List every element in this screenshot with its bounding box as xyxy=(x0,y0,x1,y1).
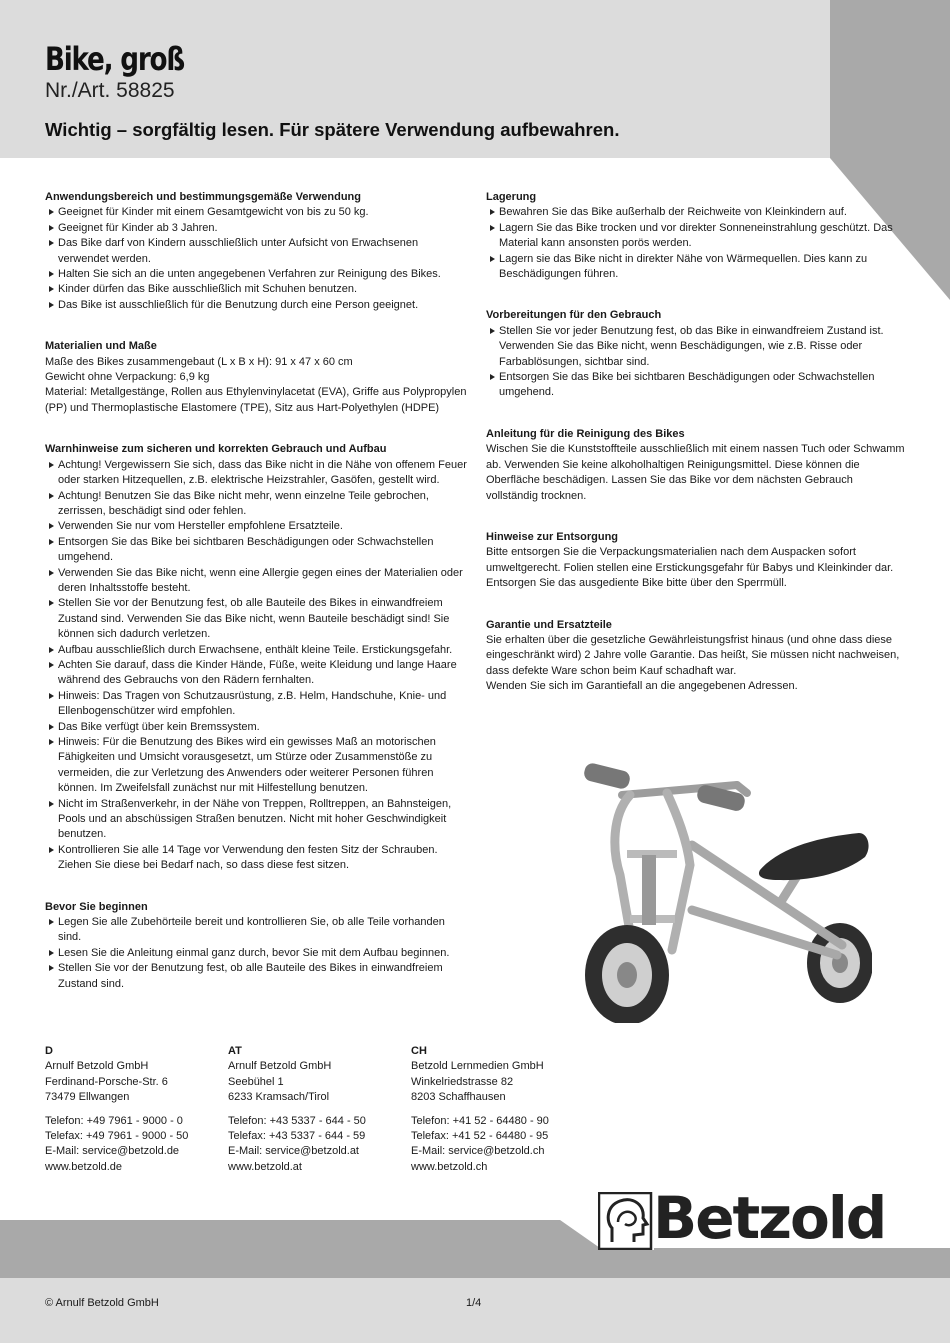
list-item: Hinweis: Für die Benutzung des Bikes wird ein gewisses Maß an motorischen Fähigkeiten und Umsicht vorausgesetzt, um Stürze oder Zusammenstöße zu vermeiden, die zur Verletzung des Anwenders oder weiterer Personen führen können. Im Zweifelsfall zunächst nur mit Hilfestellung benutzen. xyxy=(45,735,470,797)
warnings-section xyxy=(45,442,470,873)
street: Seebühel 1 xyxy=(228,1075,284,1088)
text-line: Gewicht ohne Verpackung: 6,9 kg xyxy=(45,371,210,384)
bullet-list xyxy=(486,205,906,282)
before-section xyxy=(45,900,470,992)
bullet-list xyxy=(45,458,470,874)
usage-section xyxy=(45,190,470,313)
cleaning-section xyxy=(486,427,906,504)
phone: Telefon: +43 5337 - 644 - 50 xyxy=(228,1114,366,1127)
company-name: Arnulf Betzold GmbH xyxy=(45,1060,149,1073)
copyright: © Arnulf Betzold GmbH xyxy=(45,1297,159,1309)
bullet-list xyxy=(486,324,906,401)
section-heading: Hinweise zur Entsorgung xyxy=(486,530,619,543)
fax: Telefax: +41 52 - 64480 - 95 xyxy=(411,1130,549,1143)
bike-image xyxy=(572,755,872,1023)
email: E-Mail: service@betzold.de xyxy=(45,1145,180,1158)
section-heading: Vorbereitungen für den Gebrauch xyxy=(486,309,662,322)
right-column xyxy=(486,190,906,721)
list-item: Das Bike verfügt über kein Bremssystem. xyxy=(45,720,470,735)
seat xyxy=(759,833,869,880)
front-wheel xyxy=(585,925,669,1023)
list-item: Kinder dürfen das Bike ausschließlich mit Schuhen benutzen. xyxy=(45,282,470,297)
left-column xyxy=(45,190,470,1018)
list-item: Verwenden Sie nur vom Hersteller empfohlene Ersatzteile. xyxy=(45,519,470,534)
list-item: Stellen Sie vor der Benutzung fest, ob alle Bauteile des Bikes in einwandfreiem Zustand sind. xyxy=(45,961,470,992)
section-heading: Lagerung xyxy=(486,191,537,203)
street: Ferdinand-Porsche-Str. 6 xyxy=(45,1075,168,1088)
warranty-section xyxy=(486,618,906,695)
phone: Telefon: +49 7961 - 9000 - 0 xyxy=(45,1114,183,1127)
country-code: D xyxy=(45,1045,53,1057)
preparation-section xyxy=(486,308,906,400)
list-item: Kontrollieren Sie alle 14 Tage vor Verwendung den festen Sitz der Schrauben. Ziehen Sie diese bei Bedarf nach, so dass diese fest sitzen. xyxy=(45,843,470,874)
paragraph: Bitte entsorgen Sie die Verpackungsmaterialien nach dem Auspacken sofort umweltgerecht. Folien stellen eine Erstickungsgefahr für Babys und Kleinkinder dar. xyxy=(486,546,894,574)
list-item: Hinweis: Das Tragen von Schutzausrüstung, z.B. Helm, Handschuhe, Knie- und Ellenbogenschützer wird empfohlen. xyxy=(45,689,470,720)
list-item: Lesen Sie die Anleitung einmal ganz durch, bevor Sie mit dem Aufbau beginnen. xyxy=(45,946,470,961)
handlebar-bend xyxy=(737,785,747,793)
section-heading: Anleitung für die Reinigung des Bikes xyxy=(486,427,685,440)
section-heading: Materialien und Maße xyxy=(45,340,157,353)
fax: Telefax: +43 5337 - 644 - 59 xyxy=(228,1130,366,1143)
website: www.betzold.ch xyxy=(411,1160,488,1173)
email: E-Mail: service@betzold.at xyxy=(228,1145,359,1158)
address-block-ch xyxy=(411,1044,591,1175)
betzold-logo-text: Betzold xyxy=(653,1184,886,1252)
section-heading: Anwendungsbereich und bestimmungsgemäße Verwendung xyxy=(45,191,361,203)
list-item: Legen Sie alle Zubehörteile bereit und kontrollieren Sie, ob alle Teile vorhanden sind. xyxy=(45,915,470,946)
list-item: Das Bike darf von Kindern ausschließlich unter Aufsicht von Erwachsenen verwendet werden. xyxy=(45,236,470,267)
steering-tube xyxy=(642,855,656,925)
city: 6233 Kramsach/Tirol xyxy=(228,1091,330,1104)
street: Winkelriedstrasse 82 xyxy=(411,1075,514,1088)
rear-wheel xyxy=(807,923,872,1003)
list-item: Das Bike ist ausschließlich für die Benutzung durch eine Person geeignet. xyxy=(45,298,470,313)
list-item: Stellen Sie vor der Benutzung fest, ob alle Bauteile des Bikes in einwandfreiem Zustand sind. Verwenden Sie das Bike nicht, wenn Bauteile beschädigt sind! Sie können sich dadurch verletzen. xyxy=(45,596,470,642)
phone: Telefon: +41 52 - 64480 - 90 xyxy=(411,1114,549,1127)
city: 73479 Ellwangen xyxy=(45,1091,130,1104)
city: 8203 Schaffhausen xyxy=(411,1091,506,1104)
materials-section xyxy=(45,339,470,416)
list-item: Lagern Sie das Bike trocken und vor direkter Sonneneinstrahlung geschützt. Das Material kann ansonsten porös werden. xyxy=(486,221,906,252)
list-item: Entsorgen Sie das Bike bei sichtbaren Beschädigungen oder Schwachstellen umgehend. xyxy=(45,535,470,566)
list-item: Achtung! Vergewissern Sie sich, dass das Bike nicht in die Nähe von offenem Feuer oder starken Hitzequellen, z.B. elektrische Heizstrahler, Gasöfen, gestellt wird. xyxy=(45,458,470,489)
product-title: Bike, groß xyxy=(45,40,184,78)
list-item: Halten Sie sich an die unten angegebenen Verfahren zur Reinigung des Bikes. xyxy=(45,267,470,282)
section-heading: Garantie und Ersatzteile xyxy=(486,618,612,631)
website: www.betzold.at xyxy=(228,1160,302,1173)
country-code: CH xyxy=(411,1045,427,1057)
text-line: Maße des Bikes zusammengebaut (L x B x H): 91 x 47 x 60 cm xyxy=(45,355,353,368)
page-number: 1/4 xyxy=(466,1297,482,1309)
article-number: Nr./Art. 58825 xyxy=(45,79,175,102)
address-block-at xyxy=(228,1044,408,1175)
paragraph: Sie erhalten über die gesetzliche Gewährleistungsfrist hinaus (und ohne dass diese eingeschränkt wird) 2 Jahre volle Garantie. Das heißt, Sie müssen nicht nachweisen, dass defekte Ware schon beim Kauf schadhaft war. xyxy=(486,633,900,677)
country-code: AT xyxy=(228,1045,242,1057)
list-item: Lagern sie das Bike nicht in direkter Nähe von Wärmequellen. Dies kann zu Beschädigungen führen. xyxy=(486,252,906,283)
fax: Telefax: +49 7961 - 9000 - 50 xyxy=(45,1130,189,1143)
bullet-list xyxy=(45,915,470,992)
website: www.betzold.de xyxy=(45,1160,123,1173)
text-line: Material: Metallgestänge, Rollen aus Ethylenvinylacetat (EVA), Griffe aus Polypropylen (PP) und Thermoplastische Elastomere (TPE), Sitz aus Hart-Polyethylen (HDPE) xyxy=(45,386,467,414)
section-heading: Warnhinweise zum sicheren und korrekten Gebrauch und Aufbau xyxy=(45,443,387,456)
list-item: Geeignet für Kinder mit einem Gesamtgewicht von bis zu 50 kg. xyxy=(45,205,470,220)
list-item: Nicht im Straßenverkehr, in der Nähe von Treppen, Rolltreppen, an Bahnsteigen, Pools und an abschüssigen Straßen benutzen. Nicht mit hoher Geschwindigkeit benutzen. xyxy=(45,797,470,843)
address-block-de xyxy=(45,1044,225,1175)
list-item: Achtung! Benutzen Sie das Bike nicht mehr, wenn einzelne Teile gebrochen, zerrissen, beschädigt sind oder fehlen. xyxy=(45,489,470,520)
email: E-Mail: service@betzold.ch xyxy=(411,1145,545,1158)
list-item: Stellen Sie vor jeder Benutzung fest, ob das Bike in einwandfreiem Zustand ist. Verwenden Sie das Bike nicht, wenn Beschädigungen, wie z.B. Risse oder Farbablösungen, sichtbar sind. xyxy=(486,324,906,370)
storage-section xyxy=(486,190,906,282)
list-item: Entsorgen Sie das Bike bei sichtbaren Beschädigungen oder Schwachstellen umgehend. xyxy=(486,370,906,401)
paragraph: Wenden Sie sich im Garantiefall an die angegebenen Adressen. xyxy=(486,680,798,693)
list-item: Aufbau ausschließlich durch Erwachsene, enthält kleine Teile. Erstickungsgefahr. xyxy=(45,643,470,658)
company-name: Arnulf Betzold GmbH xyxy=(228,1060,332,1073)
paragraph: Wischen Sie die Kunststoffteile ausschließlich mit einem nassen Tuch oder Schwamm ab. Verwenden Sie keine alkoholhaltigen Reinigungsmittel. Diese können die Oberfläche beschädigen. Lassen Sie das Bike vor dem nächsten Gebrauch vollständig trocknen. xyxy=(486,443,905,502)
paragraph: Entsorgen Sie das ausgediente Bike bitte über den Sperrmüll. xyxy=(486,577,787,590)
list-item: Bewahren Sie das Bike außerhalb der Reichweite von Kleinkindern auf. xyxy=(486,205,906,220)
disposal-section xyxy=(486,530,906,592)
list-item: Achten Sie darauf, dass die Kinder Hände, Füße, weite Kleidung und lange Haare während des Gebrauchs von den Rädern fernhalten. xyxy=(45,658,470,689)
list-item: Verwenden Sie das Bike nicht, wenn eine Allergie gegen eines der Materialien oder deren Inhaltsstoffe besteht. xyxy=(45,566,470,597)
company-name: Betzold Lernmedien GmbH xyxy=(411,1060,544,1073)
list-item: Geeignet für Kinder ab 3 Jahren. xyxy=(45,221,470,236)
left-grip xyxy=(583,762,632,791)
important-note: Wichtig – sorgfältig lesen. Für spätere Verwendung aufbewahren. xyxy=(45,119,620,140)
bullet-list xyxy=(45,205,470,313)
section-heading: Bevor Sie beginnen xyxy=(45,900,148,913)
